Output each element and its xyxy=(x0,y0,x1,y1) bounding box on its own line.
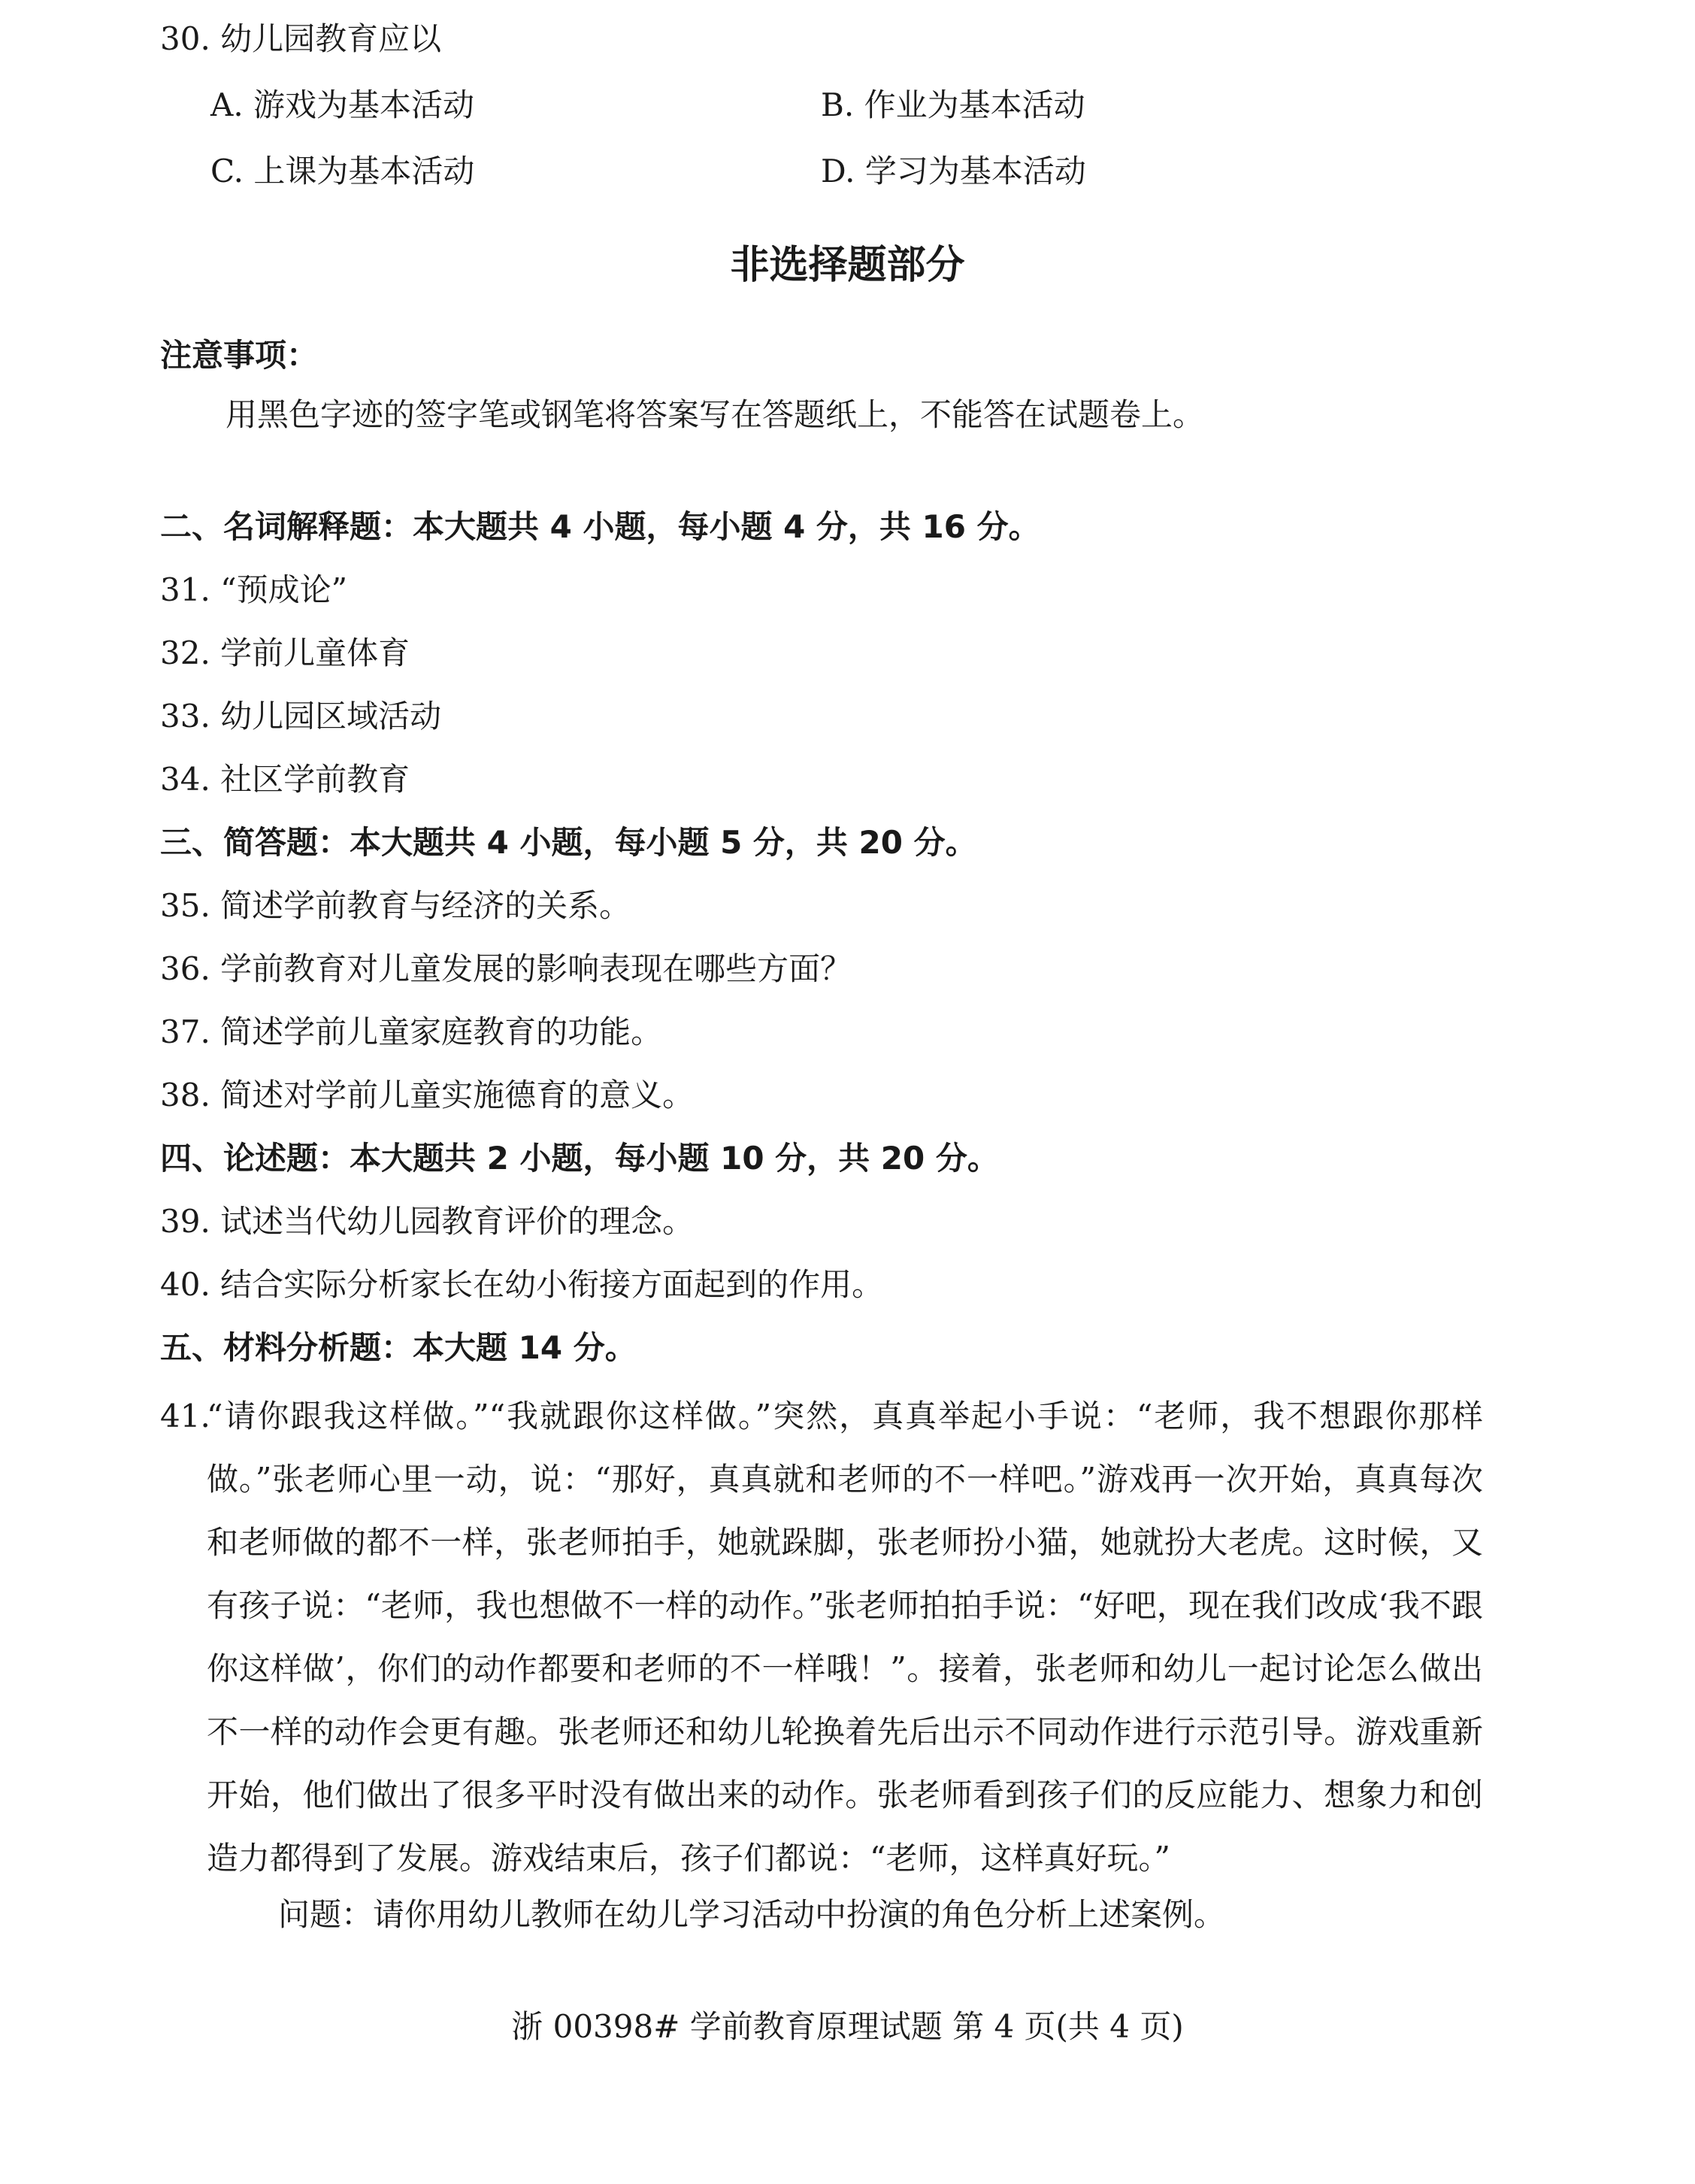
part5-heading: 五、材料分析题：本大题 14 分。 xyxy=(160,1329,637,1366)
page-footer: 浙 00398# 学前教育原理试题 第 4 页(共 4 页) xyxy=(511,2008,1184,2045)
question-31: 31. “预成论” xyxy=(160,571,348,608)
question-41-number: 41. xyxy=(160,1398,210,1434)
option-c: C. 上课为基本活动 xyxy=(210,153,475,189)
question-37: 37. 简述学前儿童家庭教育的功能。 xyxy=(160,1013,663,1050)
question-30-stem: 30. 幼儿园教育应以 xyxy=(160,20,442,57)
part3-heading: 三、简答题：本大题共 4 小题，每小题 5 分，共 20 分。 xyxy=(160,824,977,861)
question-40: 40. 结合实际分析家长在幼小衔接方面起到的作用。 xyxy=(160,1266,884,1303)
question-34: 34. 社区学前教育 xyxy=(160,761,410,798)
question-36: 36. 学前教育对儿童发展的影响表现在哪些方面？ xyxy=(160,950,852,987)
notice-heading: 注意事项： xyxy=(160,337,319,374)
question-38: 38. 简述对学前儿童实施德育的意义。 xyxy=(160,1077,695,1113)
question-41-prompt: 问题：请你用幼儿教师在幼儿学习活动中扮演的角色分析上述案例。 xyxy=(278,1896,1226,1933)
question-33: 33. 幼儿园区域活动 xyxy=(160,698,442,735)
section-title: 非选择题部分 xyxy=(730,243,965,288)
notice-text: 用黑色字迹的签字笔或钢笔将答案写在答题纸上，不能答在试题卷上。 xyxy=(225,396,1205,433)
question-41-material: “请你跟我这样做。”“我就跟你这样做。”突然，真真举起小手说：“老师，我不想跟你那样做。”张老师心里一动，说：“那好，真真就和老师的不一样吧。”游戏再一次开始，真真每次和老师做的都不一样，张老师拍手，她就跺脚，张老师扮小猫，她就扮大老虎。这时候，又有孩子说：“老师，我也想做不一样的动作。”张老师拍拍手说：“好吧，现在我们改成‘我不跟你这样做’，你们的动作都要和老师的不一样哦！”。接着，张老师和幼儿一起讨论怎么做出不一样的动作会更有趣。张老师还和幼儿轮换着先后出示不同动作进行示范引导。游戏重新开始，他们做出了很多平时没有做出来的动作。张老师看到孩子们的反应能力、想象力和创造力都得到了发展。游戏结束后，孩子们都说：“老师，这样真好玩。” xyxy=(207,1398,1483,1877)
question-32: 32. 学前儿童体育 xyxy=(160,635,410,671)
option-b: B. 作业为基本活动 xyxy=(821,86,1085,123)
option-a: A. 游戏为基本活动 xyxy=(210,86,475,123)
option-d: D. 学习为基本活动 xyxy=(821,153,1086,189)
part4-heading: 四、论述题：本大题共 2 小题，每小题 10 分，共 20 分。 xyxy=(160,1140,999,1177)
question-41 xyxy=(160,1385,1483,1890)
part2-heading: 二、名词解释题：本大题共 4 小题，每小题 4 分，共 16 分。 xyxy=(160,508,1040,545)
question-39: 39. 试述当代幼儿园教育评价的理念。 xyxy=(160,1203,695,1240)
question-35: 35. 简述学前教育与经济的关系。 xyxy=(160,887,631,924)
